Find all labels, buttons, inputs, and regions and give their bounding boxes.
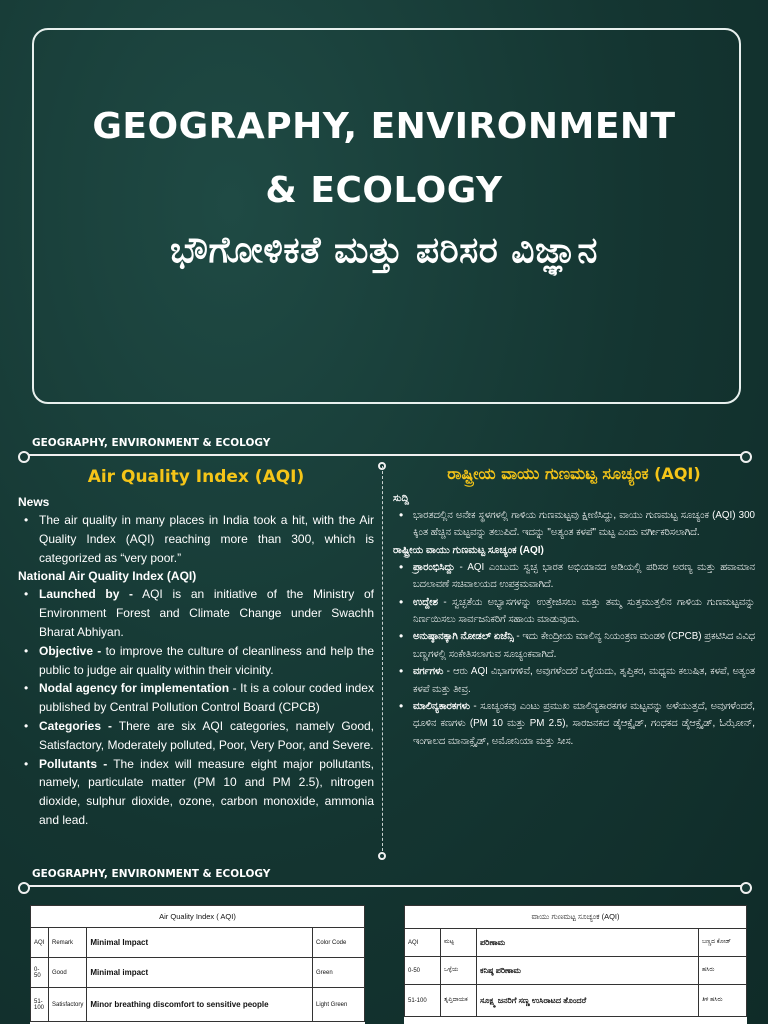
item-text: - It is a colour coded index published by Central Pollution Control Board (CPCB) (39, 681, 374, 715)
list-item (18, 585, 374, 641)
table-header: ಬಣ್ಣದ ಕೋಡ್ (699, 929, 747, 957)
table-cell: ಒಳ್ಳೆಯ (441, 957, 477, 985)
naqi-heading: ರಾಷ್ಟ್ರೀಯ ವಾಯು ಗುಣಮಟ್ಟ ಸೂಚ್ಯಂಕ (AQI) (393, 544, 544, 556)
list-item (393, 559, 755, 594)
table-cell: 0-50 (405, 957, 441, 985)
table-cell: Good (49, 958, 87, 988)
table-cell: Green (313, 958, 365, 988)
list-item (18, 679, 374, 717)
table-row (31, 988, 365, 1022)
item-text: - AQI ಎಂಬುದು ಸ್ವಚ್ಛ ಭಾರತ ಅಭಿಯಾನದ ಅಡಿಯಲ್ಲಿ ಪರಿಸರ ಅರಣ್ಯ ಮತ್ತು ಹವಾಮಾನ ಬದಲಾವಣೆ ಸಚಿವಾಲಯದ ಉಪಕ್ರಮವಾಗಿದೆ. (413, 561, 755, 591)
section-label: GEOGRAPHY, ENVIRONMENT & ECOLOGY (32, 868, 271, 880)
hero-title-line1: GEOGRAPHY, ENVIRONMENT (92, 106, 676, 147)
item-term: ಪ್ರಾರಂಭಿಸಿದ್ದು (413, 561, 455, 573)
item-text: AQI is an initiative of the Ministry of Environment Forest and Climate Change under Swachh Bharat Abhiyan. (39, 587, 375, 639)
table-cell: ಕನಿಷ್ಠ ಪರಿಣಾಮ (477, 957, 699, 985)
table-cell: Minimal impact (87, 958, 313, 988)
item-term: ಉದ್ದೇಶ (413, 596, 438, 608)
table-header: ಪರಿಣಾಮ (477, 929, 699, 957)
facts-list (393, 559, 755, 750)
table-header: Minimal Impact (87, 928, 313, 958)
table-cell: 51-100 (31, 988, 49, 1022)
naqi-heading: National Air Quality Index (AQI) (18, 569, 197, 584)
list-item (393, 663, 755, 698)
hero-frame (32, 28, 741, 404)
list-item (393, 698, 755, 750)
table-row (405, 957, 747, 985)
list-item (393, 594, 755, 629)
table-cell: ತಿಳಿ ಹಸಿರು (699, 985, 747, 1017)
hero-title-kannada: ಭೌಗೋಳಿಕತೆ ಮತ್ತು ಪರಿಸರ ವಿಜ್ಞಾನ (170, 230, 598, 271)
item-term: Nodal agency for implementation (39, 681, 230, 696)
divider-rule (22, 885, 748, 887)
news-heading: ಸುದ್ದಿ (393, 493, 409, 504)
divider-rule (22, 454, 748, 456)
table-header: Color Code (313, 928, 365, 958)
item-term: ಅನುಷ್ಠಾನಕ್ಕಾಗಿ ನೋಡಲ್ ಏಜೆನ್ಸಿ (413, 631, 514, 643)
item-text: There are six AQI categories, namely Good, Satisfactory, Moderately polluted, Poor, Very Poor, and Severe. (39, 718, 375, 752)
column-title: ರಾಷ್ಟ್ರೀಯ ವಾಯು ಗುಣಮಟ್ಟ ಸೂಚ್ಯಂಕ (AQI) (447, 464, 701, 483)
table-cell: Satisfactory (49, 988, 87, 1022)
kannada-column (393, 458, 755, 750)
list-item (18, 755, 374, 830)
news-list (393, 507, 755, 542)
table-cell: Light Green (313, 988, 365, 1022)
table-caption: Air Quality Index ( AQI) (31, 906, 365, 928)
table-caption: ವಾಯು ಗುಣಮಟ್ಟ ಸೂಚ್ಯಂಕ (AQI) (405, 906, 747, 929)
news-heading: News (18, 495, 50, 509)
table-row (405, 985, 747, 1017)
table-row (31, 958, 365, 988)
divider-dot (378, 852, 386, 860)
item-text: - ಸೂಚ್ಯಂಕವು ಎಂಟು ಪ್ರಮುಖ ಮಾಲಿನ್ಯಕಾರಕಗಳ ಮಟ್ಟವನ್ನು ಅಳೆಯುತ್ತದೆ, ಅವುಗಳೆಂದರೆ, ಧೂಳಿನ ಕಣಗಳು (PM 10 ಮತ್ತು PM 2.5), ಸಾರಜನಕದ ಡೈಆಕ್ಸೈಡ್, ಗಂಧಕದ ಡೈಆಕ್ಸೈಡ್, ಓಝೋನ್, ಇಂಗಾಲದ ಮಾನಾಕ್ಸೈಡ್, ಅಮೋನಿಯಾ ಮತ್ತು ಸೀಸ. (413, 701, 755, 747)
item-term: Launched by - (39, 587, 134, 602)
aqi-table-english (30, 905, 365, 1024)
table-cell: Minor breathing discomfort to sensitive people (87, 988, 313, 1022)
item-text: - ಸ್ವಚ್ಛತೆಯ ಅಭ್ಯಾಸಗಳನ್ನು ಉತ್ತೇಜಿಸಲು ಮತ್ತು ತಮ್ಮ ಸುತ್ತಮುತ್ತಲಿನ ಗಾಳಿಯ ಗುಣಮಟ್ಟವನ್ನು ನಿರ್ಣಯಿಸಲು ಸಾರ್ವಜನಿಕರಿಗೆ ಸಹಾಯ ಮಾಡುವುದು. (413, 596, 755, 626)
table-cell: ತೃಪ್ತಿದಾಯಕ (441, 985, 477, 1017)
list-item (393, 628, 755, 663)
item-term: ಮಾಲಿನ್ಯಕಾರಕಗಳು (413, 701, 471, 713)
column-divider (382, 466, 383, 856)
item-term: ವರ್ಗಗಳು (413, 666, 444, 678)
hero-title-line2: & ECOLOGY (265, 170, 503, 211)
aqi-table-kannada (404, 905, 747, 1024)
item-text: - ಇದು ಕೇಂದ್ರೀಯ ಮಾಲಿನ್ಯ ನಿಯಂತ್ರಣ ಮಂಡಳಿ (CPCB) ಪ್ರಕಟಿಸಿದ ವಿವಿಧ ಬಣ್ಣಗಳಲ್ಲಿ ಸಂಕೇತಿಸಲಾಗುವ ಸೂಚ್ಯಂಕವಾಗಿದೆ. (413, 631, 756, 660)
item-text: The index will measure eight major pollutants, namely, particulate matter (PM 10 and PM 2.5), nitrogen dioxide, sulphur dioxide, ozone, carbon monoxide, ammonia and lead. (39, 756, 374, 827)
table-cell: 51-100 (405, 985, 441, 1017)
list-item: • ಭಾರತದಲ್ಲಿನ ಅನೇಕ ಸ್ಥಳಗಳಲ್ಲಿ ಗಾಳಿಯ ಗುಣಮಟ್ಟವು ಕ್ಷೀಣಿಸಿದ್ದು, ವಾಯು ಗುಣಮಟ್ಟ ಸೂಚ್ಯಂಕ (AQI) 300 ಕ್ಕಿಂತ ಹೆಚ್ಚಿನ ಮಟ್ಟವನ್ನು ತಲುಪಿದೆ. ಇದನ್ನು "ಅತ್ಯಂತ ಕಳಪೆ" ಮಟ್ಟ ಎಂದು ವರ್ಗೀಕರಿಸಲಾಗಿದೆ. (393, 507, 755, 542)
item-term: Categories - (39, 718, 112, 733)
table-header: ಮಟ್ಟ (441, 929, 477, 957)
table-header: Remark (49, 928, 87, 958)
list-item (18, 717, 374, 755)
section-label: GEOGRAPHY, ENVIRONMENT & ECOLOGY (32, 437, 271, 449)
item-term: Objective - (39, 643, 102, 658)
news-list (18, 511, 374, 567)
table-cell: ಸೂಕ್ಷ್ಮ ಜನರಿಗೆ ಸಣ್ಣ ಉಸಿರಾಟದ ತೊಂದರೆ (477, 985, 699, 1017)
table-cell: 0-50 (31, 958, 49, 988)
facts-list (18, 585, 374, 829)
item-text: - ಆರು AQI ವಿಭಾಗಗಳಿವೆ, ಅವುಗಳೆಂದರೆ ಒಳ್ಳೆಯದು, ತೃಪ್ತಿಕರ, ಮಧ್ಯಮ ಕಲುಷಿತ, ಕಳಪೆ, ಅತ್ಯಂತ ಕಳಪೆ ಮತ್ತು ತೀವ್ರ. (413, 666, 755, 695)
item-text: to improve the culture of cleanliness and help the public to judge air quality within their vicinity. (39, 643, 374, 677)
list-item: • The air quality in many places in India took a hit, with the Air Quality Index (AQI) reaching more than 300, which is categorized as “very poor.” (18, 511, 374, 567)
column-title: Air Quality Index (AQI) (87, 467, 305, 487)
table-header: AQI (31, 928, 49, 958)
table-cell: ಹಸಿರು (699, 957, 747, 985)
list-item (18, 642, 374, 680)
item-term: Pollutants - (39, 756, 108, 771)
table-header: AQI (405, 929, 441, 957)
english-column (18, 462, 374, 830)
